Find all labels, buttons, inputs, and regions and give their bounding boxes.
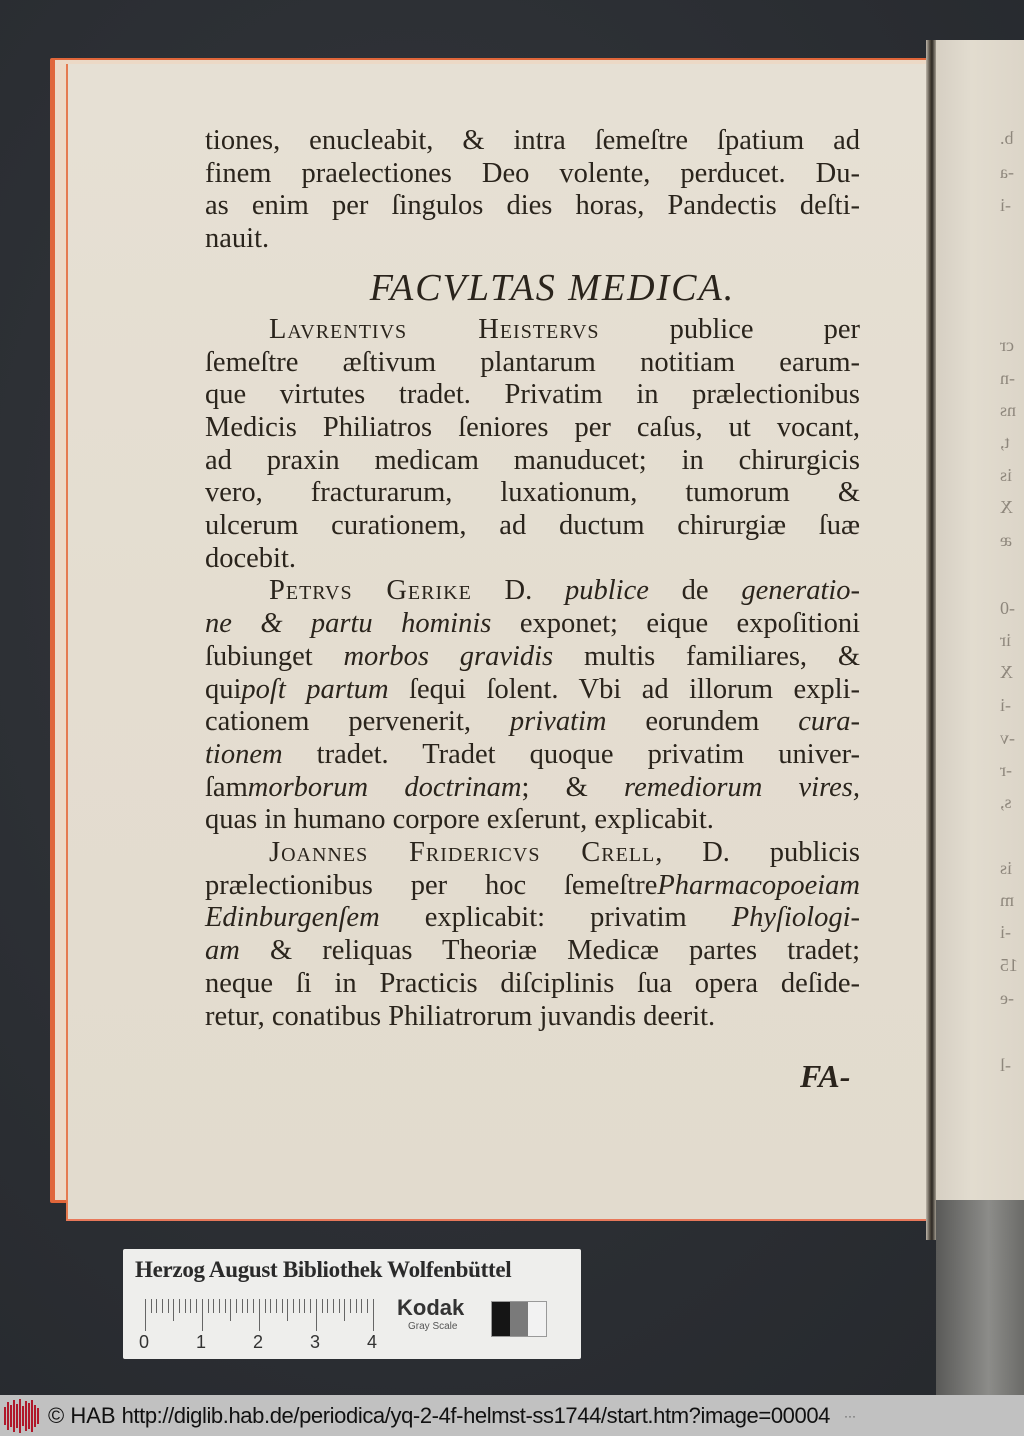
library-name: Herzog August Bibliothek Wolfenbüttel — [135, 1257, 512, 1282]
text-line: neque ſi in Practicis diſciplinis ſua opera deſide- — [205, 967, 860, 999]
text-line: quas in humano corpore exſerunt, explicabit. — [205, 804, 714, 836]
text-line: Petrvs Gerike D. publice de generatio- — [269, 575, 861, 607]
text-line: que virtutes tradet. Privatim in prælectionibus — [205, 379, 860, 411]
swatch-black — [492, 1302, 510, 1336]
text-line: docebit. — [205, 542, 297, 574]
text-line: ſammorborum doctrinam; & remediorum vires, — [205, 771, 860, 803]
text-line: quipoſt partum ſequi ſolent. Vbi ad illorum expli- — [205, 673, 860, 705]
text-line: nauit. — [205, 223, 270, 255]
hab-logo-icon — [4, 1398, 46, 1434]
text-line: ſubiunget morbos gravidis multis familiares, & — [205, 640, 860, 672]
gray-swatches — [491, 1301, 547, 1337]
text-line: Joannes Fridericvs Crell, D. publicis — [269, 837, 861, 869]
text-line: ulcerum curationem, ad ductum chirurgiæ ſuæ — [205, 510, 860, 542]
section-heading: FACVLTAS MEDICA. — [369, 266, 736, 309]
text-line: as enim per ſingulos dies horas, Pandectis deſti- — [205, 190, 860, 222]
text-line: finem praelectiones Deo volente, perducet. Du- — [205, 157, 860, 189]
text-line: cationem pervenerit, privatim eorundem cura- — [205, 706, 860, 738]
author-name: Lavrentivs Heistervs — [269, 313, 600, 345]
text-line: Medicis Philiatros ſeniores per caſus, ut vocant, — [205, 411, 860, 443]
ruler-scale: 0 1 2 3 4 — [139, 1332, 378, 1352]
more-icon[interactable]: ··· — [844, 1408, 856, 1423]
glass-plate — [936, 1200, 1024, 1395]
text-line: Lavrentivs Heistervs publice per — [269, 313, 860, 345]
text-line: am & reliquas Theoriæ Medicæ partes tradet; — [205, 935, 860, 967]
text-line: vero, fracturarum, luxationum, tumorum & — [205, 477, 860, 509]
text-line: prælectionibus per hoc ſemeſtrePharmacopoeiam — [205, 869, 860, 901]
text-line: ne & partu hominis exponet; eique expoſitioni — [205, 608, 861, 640]
copyright-text: © HAB — [48, 1402, 116, 1428]
ruler-icon — [145, 1299, 375, 1331]
text-line: tiones, enucleabit, & intra ſemeſtre ſpatium ad — [205, 125, 860, 156]
text-line: tionem tradet. Tradet quoque privatim univer- — [205, 738, 860, 770]
swatch-white — [528, 1302, 546, 1336]
kodak-logo: Kodak — [397, 1295, 465, 1320]
page-text — [205, 125, 860, 1033]
author-name: Joannes Fridericvs Crell — [269, 837, 656, 869]
text-line: ſemeſtre æſtivum plantarum notitiam earum- — [205, 346, 860, 378]
swatch-gray — [510, 1302, 528, 1336]
text-line: retur, conatibus Philiatrorum juvandis deerit. — [205, 1000, 716, 1032]
color-reference-card — [123, 1249, 581, 1359]
book-gutter — [926, 40, 936, 1240]
gray-scale-label: Gray Scale — [408, 1321, 458, 1332]
catchword: FA- — [800, 1058, 851, 1094]
footer-bar — [0, 1395, 1024, 1436]
author-name: Petrvs Gerike — [269, 575, 472, 607]
text-line: Edinburgenſem explicabit: privatim Phyſiologi- — [205, 902, 860, 934]
text-line: ad praxin medicam manuducet; in chirurgicis — [205, 444, 860, 476]
source-url-link[interactable]: http://diglib.hab.de/periodica/yq-2-4f-helmst-ss1744/start.htm?image=00004 — [121, 1402, 830, 1428]
